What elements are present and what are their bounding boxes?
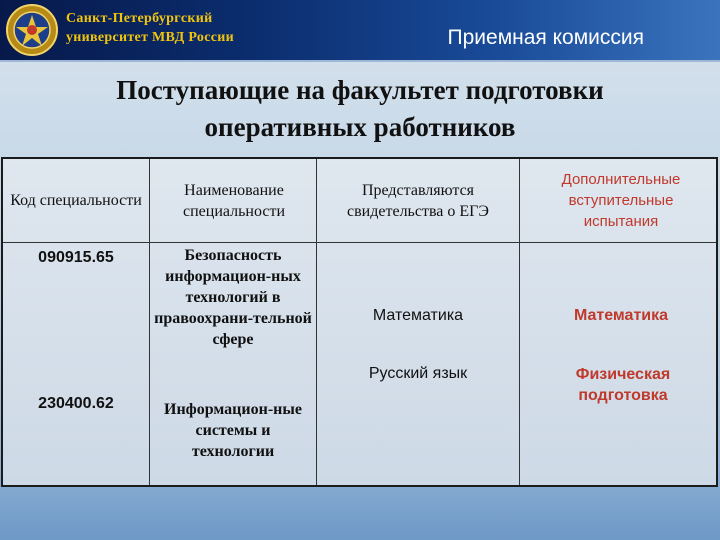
column-divider — [149, 159, 150, 485]
police-emblem-icon — [5, 3, 59, 57]
header-cell-ege: Представляются свидетельства о ЕГЭ — [347, 181, 489, 220]
university-name-line2: университет МВД России — [66, 30, 234, 45]
row-2-name: Информацион-ные системы и технологии — [164, 401, 302, 460]
column-divider — [316, 159, 317, 485]
university-name — [66, 9, 234, 47]
page-title-line1: Поступающие на факультет подготовки — [116, 75, 604, 105]
page-title — [0, 72, 720, 146]
header-cell-extra-tests: Дополнительные вступительные испытания — [561, 171, 681, 230]
extra-test-math: Математика — [573, 306, 669, 324]
page-title-line2: оперативных работников — [204, 112, 516, 142]
section-title: Приемная комиссия — [447, 26, 644, 49]
column-divider — [519, 159, 520, 485]
specialties-table — [1, 157, 718, 487]
row-1-code: 090915.65 — [38, 248, 114, 266]
ege-subject-russian: Русский язык — [368, 364, 468, 382]
row-1-name: Безопасность информацион-ных технологий в правоохрани-тельной сфере — [154, 247, 312, 348]
extra-test-physical: Физическая подготовка — [575, 366, 671, 404]
header-bar — [0, 0, 720, 62]
header-cell-code: Код специальности — [10, 192, 142, 209]
row-2-code: 230400.62 — [38, 394, 114, 412]
ege-subject-math: Математика — [372, 306, 464, 324]
header-cell-name: Наименование специальности — [182, 181, 286, 220]
university-name-line1: Санкт-Петербургский — [66, 11, 213, 26]
